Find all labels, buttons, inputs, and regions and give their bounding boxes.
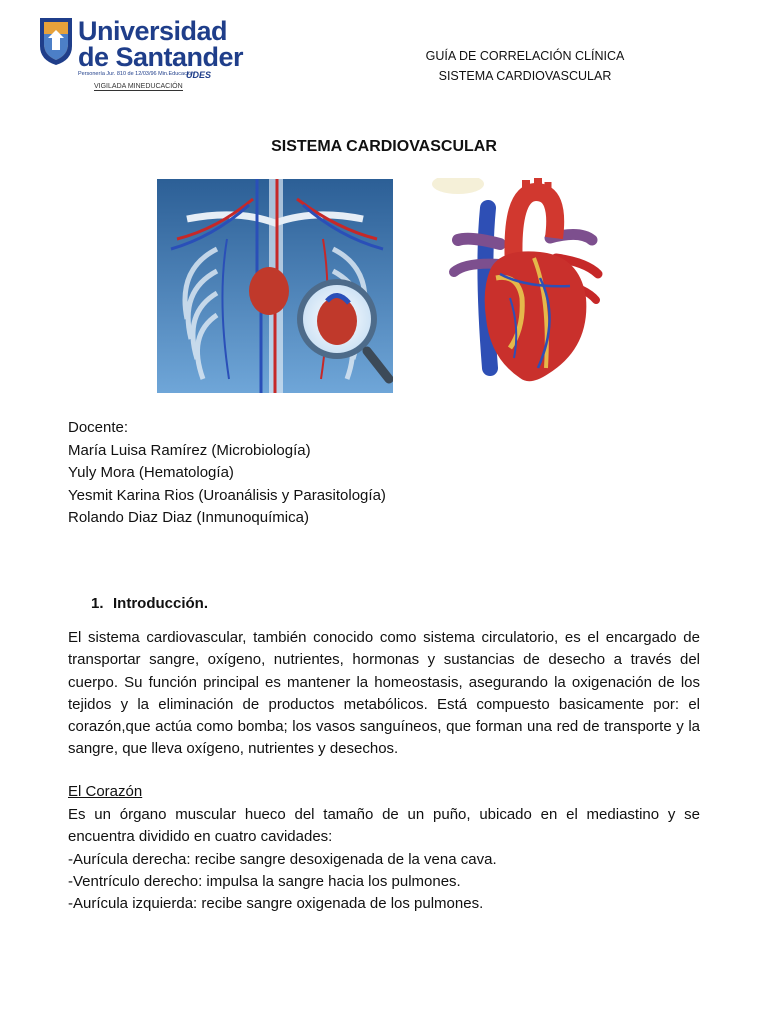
shield-icon <box>38 16 74 66</box>
logo-fine-print: Personería Jur. 810 de 12/03/96 Min.Educación <box>78 71 195 77</box>
header-line1: GUÍA DE CORRELACIÓN CLÍNICA <box>425 49 625 63</box>
faculty-label: Docente: <box>68 419 129 436</box>
section-title: Introducción. <box>113 595 208 612</box>
faculty-name: Rolando Diaz Diaz (Inmunoquímica) <box>68 509 309 526</box>
list-item: -Aurícula derecha: recibe sangre desoxigenada de la vena cava. <box>68 850 497 868</box>
faculty-name: María Luisa Ramírez (Microbiología) <box>68 441 311 459</box>
faculty-list <box>68 417 386 530</box>
introduction-paragraph: El sistema cardiovascular, también conocido como sistema circulatorio, es el encargado de transportar sangre, oxígeno, nutrientes, hormonas y sustancias de desecho a través del cuerpo. Su función principal es mantener la homeostasis, asegurando la oxigenación de los tejidos y la eliminación de productos metabólicos. Está compuesto basicamente por: el corazón,que actúa como bomba; los vasos sanguíneos, que forman una red de transporte y la sangre, que lleva oxígeno, nutrientes y desechos. <box>68 629 700 758</box>
heart-image <box>430 178 605 396</box>
document-header <box>400 46 650 86</box>
logo-name-line1: Universidad <box>78 16 228 46</box>
logo-acronym: UDES <box>186 70 212 80</box>
faculty-name: Yesmit Karina Rios (Uroanálisis y Parasitología) <box>68 486 386 504</box>
subsection-intro: Es un órgano muscular hueco del tamaño de un puño, ubicado en el mediastino y se encuentra dividido en cuatro cavidades: <box>68 806 700 846</box>
section-heading <box>91 595 208 612</box>
logo-name-line2: de Santander <box>78 42 244 72</box>
page-title: SISTEMA CARDIOVASCULAR <box>271 138 497 155</box>
list-item: -Aurícula izquierda: recibe sangre oxigenada de los pulmones. <box>68 895 484 913</box>
header-line2: SISTEMA CARDIOVASCULAR <box>438 69 612 83</box>
list-item: -Ventrículo derecho: impulsa la sangre hacia los pulmones. <box>68 872 461 890</box>
faculty-name: Yuly Mora (Hematología) <box>68 464 234 481</box>
logo-motto: VIGILADA MINEDUCACIÓN <box>94 83 183 90</box>
university-logo <box>34 14 244 94</box>
cardiovascular-system-image <box>157 179 393 393</box>
section-number: 1. <box>91 595 104 612</box>
subsection-body <box>68 804 700 915</box>
subsection-heading: El Corazón <box>68 783 143 800</box>
